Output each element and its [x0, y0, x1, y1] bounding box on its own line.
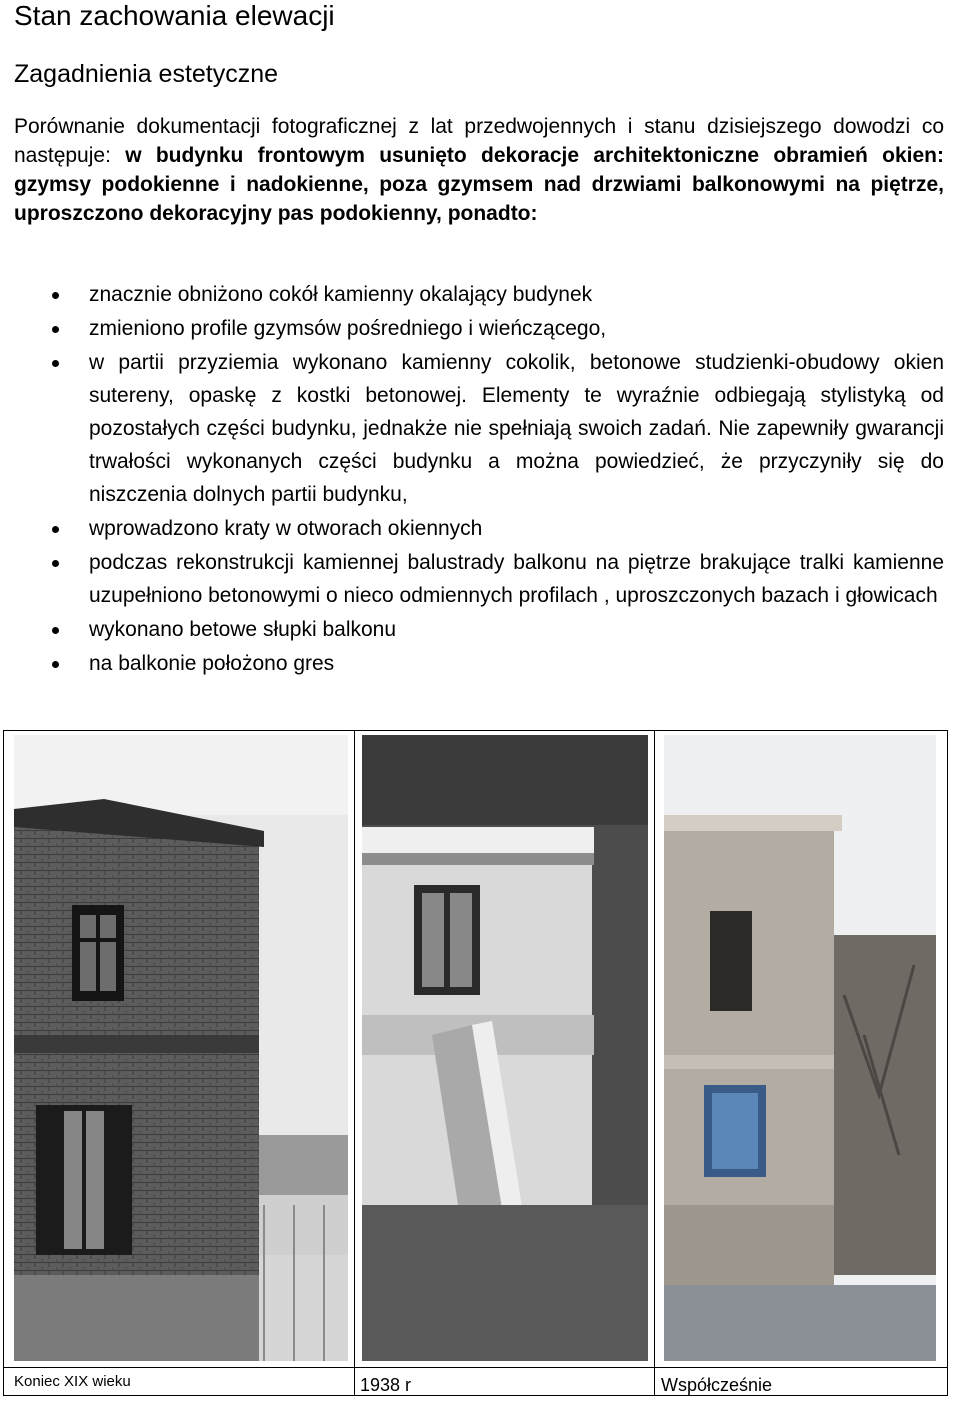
list-item [52, 346, 944, 511]
photo-comparison-table [3, 730, 948, 1396]
intro-text: Porównanie dokumentacji fotograficznej z lat przedwojennych i stanu dzisiejszego dowodzi co następuje: [14, 115, 944, 167]
list-item [52, 647, 944, 680]
page-title: Stan zachowania elewacji [14, 0, 335, 31]
list-item-text: zmieniono profile gzymsów pośredniego i wieńczącego, [89, 317, 607, 340]
bullet-icon [52, 360, 59, 367]
list-item [52, 312, 944, 345]
caption-19th-century: Koniec XIX wieku [14, 1373, 131, 1390]
list-item [52, 278, 944, 311]
photo-contemporary [664, 735, 936, 1361]
list-item [52, 512, 944, 545]
list-item [52, 613, 944, 646]
bullet-icon [52, 292, 59, 299]
list-item-text: wykonano betowe słupki balkonu [89, 618, 397, 641]
list-item [52, 546, 944, 612]
table-divider [354, 731, 355, 1395]
bullet-icon [52, 326, 59, 333]
intro-bold-text: w budynku frontowym usunięto dekoracje architektoniczne obramień okien: gzymsy podokienne i nadokienne, poza gzymsem nad drzwiami balkonowymi na piętrze, uproszczono dekoracyjny pas podokienny, ponadto: [14, 144, 944, 225]
bullet-icon [52, 526, 59, 533]
list-item-text: wprowadzono kraty w otworach okiennych [89, 517, 483, 540]
bullet-icon [52, 661, 59, 668]
caption-1938: 1938 r [360, 1375, 412, 1395]
bullet-icon [52, 627, 59, 634]
list-item-text: znacznie obniżono cokół kamienny okalający budynek [89, 283, 593, 306]
intro-paragraph [14, 112, 944, 228]
bullet-list [52, 278, 944, 681]
photo-19th-century [14, 735, 348, 1361]
bullet-icon [52, 560, 59, 567]
section-heading: Zagadnienia estetyczne [14, 60, 279, 88]
list-item-text: na balkonie położono gres [89, 652, 335, 675]
table-divider [4, 1367, 947, 1368]
photo-1938 [362, 735, 648, 1361]
list-item-text: podczas rekonstrukcji kamiennej balustrady balkonu na piętrze brakujące tralki kamienne uzupełniono betonowymi o nieco odmiennych profilach , uproszczonych bazach i głowicach [89, 551, 944, 607]
caption-contemporary: Współcześnie [661, 1375, 773, 1395]
list-item-text: w partii przyziemia wykonano kamienny cokolik, betonowe studzienki-obudowy okien sutereny, opaskę z kostki betonowej. Elementy te wyraźnie odbiegają stylistyką od pozostałych części budynku, jednakże nie spełniają swoich zadań. Nie zapewniły gwarancji trwałości wykonanych części budynku a można powiedzieć, że przyczyniły się do niszczenia dolnych partii budynku, [89, 351, 944, 506]
table-divider [654, 731, 655, 1395]
